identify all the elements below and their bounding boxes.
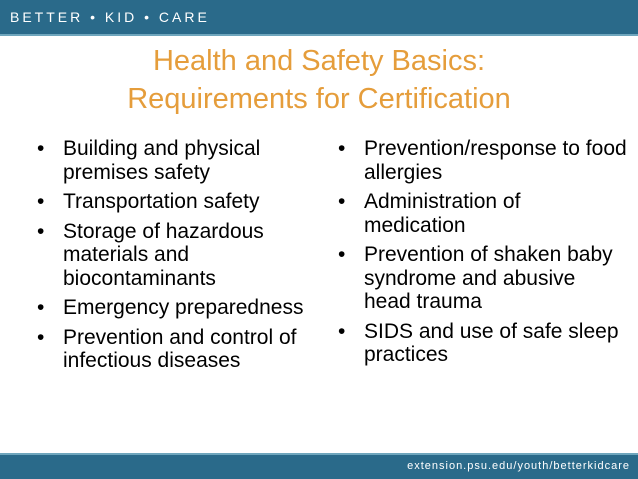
bullet-icon: • — [338, 190, 346, 213]
bullet-icon: • — [37, 219, 45, 243]
footer-bar — [0, 453, 638, 479]
list-item — [26, 326, 316, 373]
bullet-icon: • — [338, 243, 346, 266]
list-item — [26, 220, 316, 291]
left-bullet-list — [26, 137, 316, 379]
list-item-text: Prevention and control of infectious diseases — [63, 325, 297, 372]
title-line-1: Health and Safety Basics: — [152, 45, 486, 77]
list-item-text: Prevention of shaken baby syndrome and abusive head trauma — [364, 243, 613, 313]
title-line-2: Requirements for Certification — [127, 83, 511, 115]
list-item — [26, 190, 316, 214]
list-item-text: Building and physical premises safety — [63, 137, 261, 184]
list-item — [327, 190, 627, 237]
bullet-icon: • — [338, 319, 346, 343]
footer-url: extension.psu.edu/youth/betterkidcare — [407, 460, 630, 472]
bullet-icon: • — [338, 137, 346, 160]
list-item — [327, 243, 627, 314]
header-bar — [0, 0, 638, 36]
brand-logo-text: BETTER • KID • CARE — [10, 9, 210, 25]
list-item — [26, 296, 316, 320]
list-item-text: Storage of hazardous materials and biocontaminants — [63, 219, 264, 290]
list-item-text: Prevention/response to food allergies — [364, 137, 627, 184]
right-bullet-list — [327, 137, 627, 373]
bullet-icon: • — [37, 296, 45, 319]
bullet-icon: • — [37, 325, 45, 349]
list-item-text: Administration of medication — [364, 190, 521, 237]
bullet-icon: • — [37, 137, 45, 160]
list-item — [327, 320, 627, 367]
list-item — [327, 137, 627, 184]
bullet-icon: • — [37, 190, 45, 213]
slide-title — [0, 42, 638, 118]
list-item-text: SIDS and use of safe sleep practices — [364, 319, 619, 366]
list-item — [26, 137, 316, 184]
list-item-text: Transportation safety — [63, 190, 260, 213]
list-item-text: Emergency preparedness — [63, 296, 304, 319]
